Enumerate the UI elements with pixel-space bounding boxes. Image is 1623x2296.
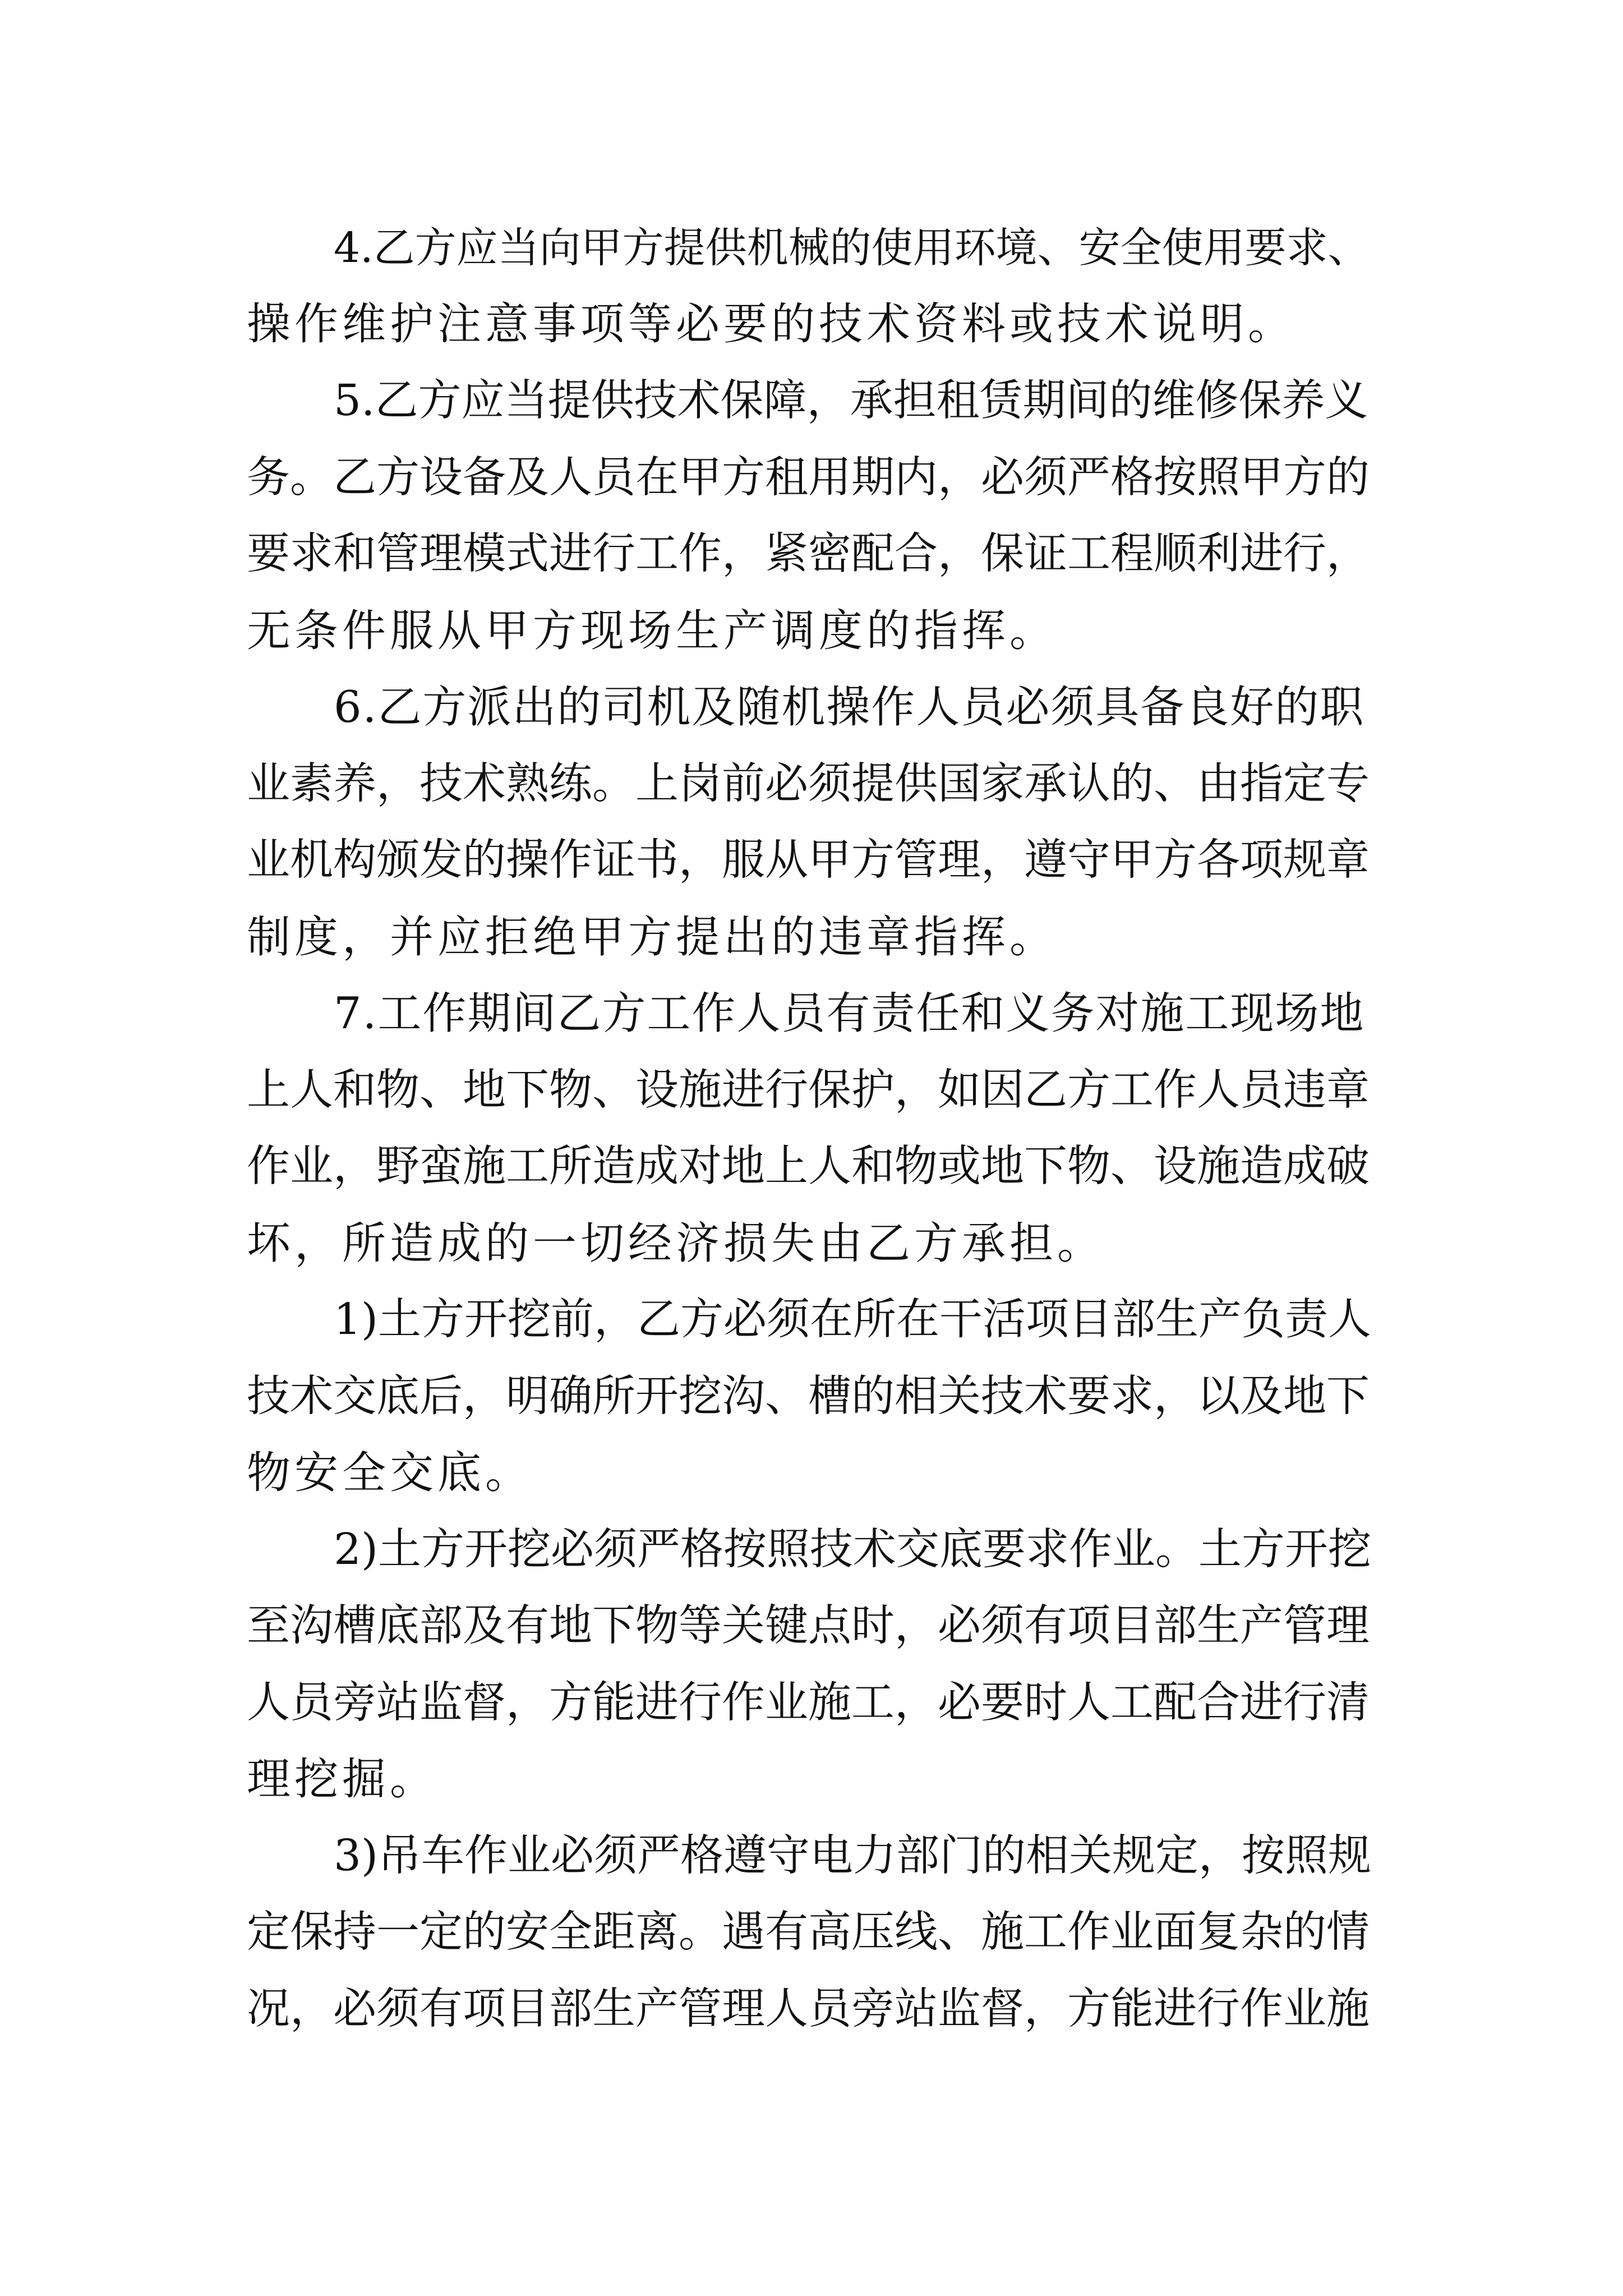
paragraph-5-line-3: 要求和管理模式进行工作，紧密配合，保证工程顺利进行， bbox=[247, 529, 1370, 579]
paragraph-6-line-1: 6.乙方派出的司机及随机操作人员必须具备良好的职 bbox=[334, 682, 1365, 733]
paragraph-4-line-1: 4.乙方应当向甲方提供机械的使用环境、安全使用要求、 bbox=[334, 224, 1370, 272]
paragraph-6-line-3: 业机构颁发的操作证书，服从甲方管理，遵守甲方各项规章 bbox=[247, 835, 1370, 885]
item-3-line-1: 3)吊车作业必须严格遵守电力部门的相关规定，按照规 bbox=[334, 1831, 1372, 1881]
paragraph-7-line-1: 7.工作期间乙方工作人员有责任和义务对施工现场地 bbox=[334, 988, 1365, 1039]
item-2-line-3: 人员旁站监督，方能进行作业施工，必要时人工配合进行清 bbox=[247, 1678, 1370, 1728]
paragraph-5-line-1: 5.乙方应当提供技术保障，承担租赁期间的维修保养义 bbox=[334, 376, 1368, 426]
item-3-line-3: 况，必须有项目部生产管理人员旁站监督，方能进行作业施 bbox=[247, 1984, 1370, 2034]
paragraph-6-line-4: 制度，并应拒绝甲方提出的违章指挥。 bbox=[247, 912, 1058, 963]
paragraph-5-line-2: 务。乙方设备及人员在甲方租用期内，必须严格按照甲方的 bbox=[247, 453, 1370, 503]
paragraph-7-line-4: 坏，所造成的一切经济损失由乙方承担。 bbox=[247, 1218, 1105, 1269]
item-1-line-1: 1)土方开挖前，乙方必须在所在干活项目部生产负责人 bbox=[334, 1295, 1372, 1345]
item-3-line-2: 定保持一定的安全距离。遇有高压线、施工作业面复杂的情 bbox=[247, 1907, 1370, 1957]
item-2-line-4: 理挖掘。 bbox=[247, 1754, 438, 1805]
item-2-line-2: 至沟槽底部及有地下物等关键点时，必须有项目部生产管理 bbox=[247, 1601, 1370, 1651]
paragraph-4-line-2: 操作维护注意事项等必要的技术资料或技术说明。 bbox=[247, 299, 1296, 349]
item-1-line-3: 物安全交底。 bbox=[247, 1448, 533, 1498]
item-2-line-1: 2)土方开挖必须严格按照技术交底要求作业。土方开挖 bbox=[334, 1525, 1372, 1575]
paragraph-7-line-2: 上人和物、地下物、设施进行保护，如因乙方工作人员违章 bbox=[247, 1065, 1370, 1115]
paragraph-6-line-2: 业素养，技术熟练。上岗前必须提供国家承认的、由指定专 bbox=[247, 759, 1370, 809]
paragraph-5-line-4: 无条件服从甲方现场生产调度的指挥。 bbox=[247, 606, 1058, 656]
paragraph-7-line-3: 作业，野蛮施工所造成对地上人和物或地下物、设施造成破 bbox=[247, 1142, 1370, 1191]
item-1-line-2: 技术交底后，明确所开挖沟、槽的相关技术要求，以及地下 bbox=[247, 1372, 1370, 1421]
